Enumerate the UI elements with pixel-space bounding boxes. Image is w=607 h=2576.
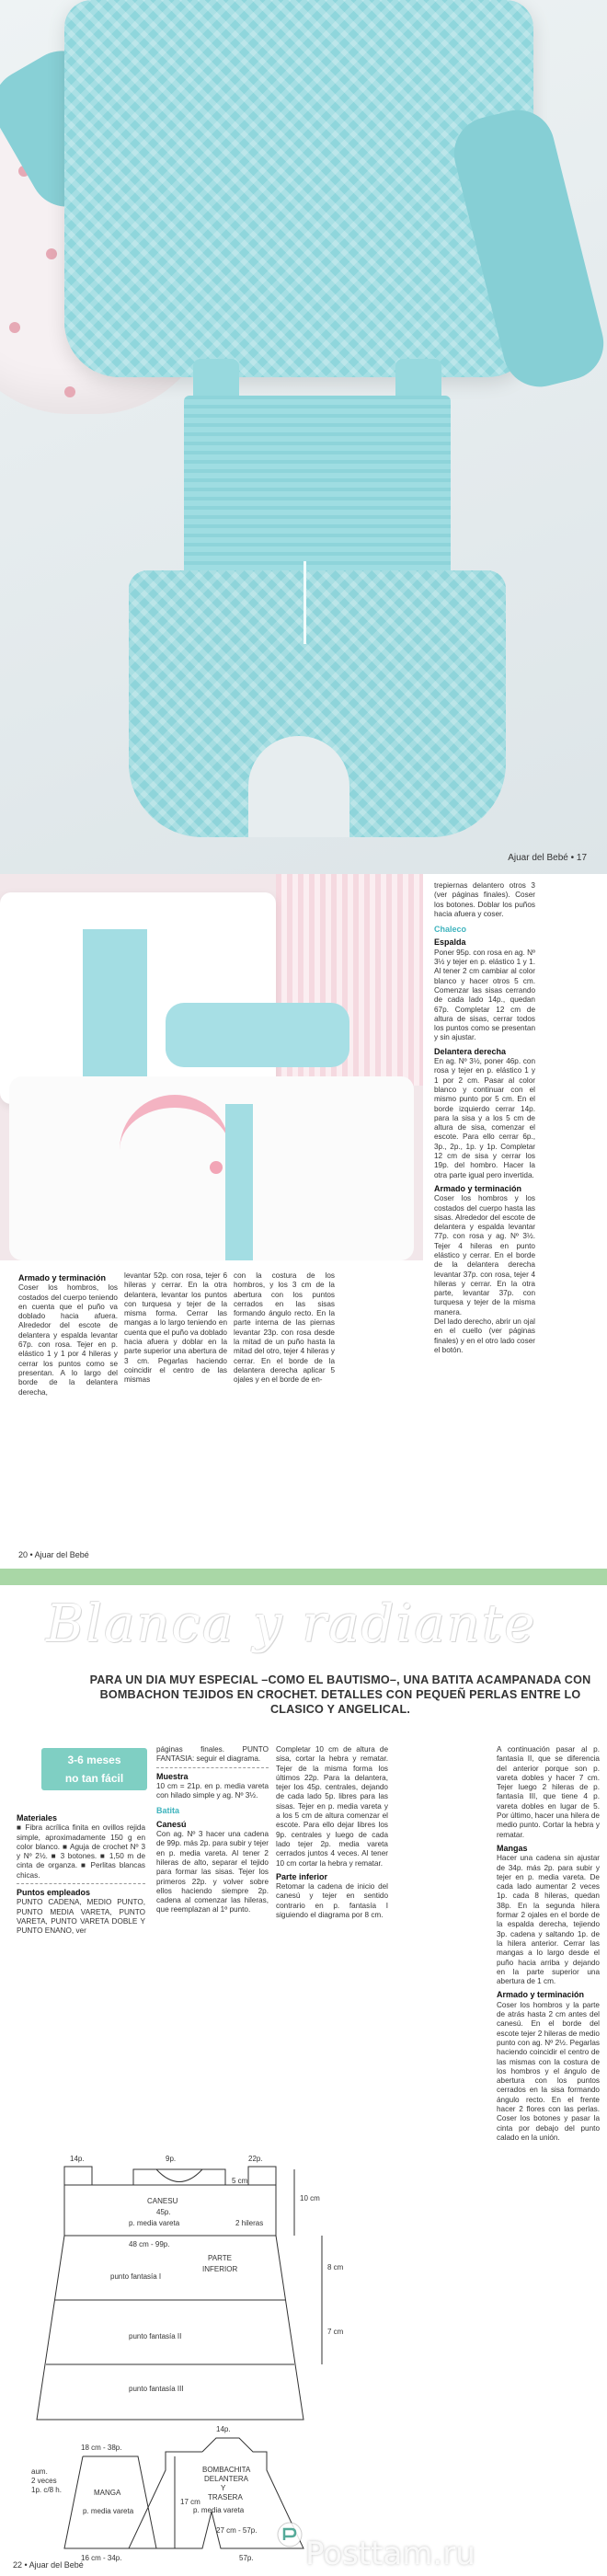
label-delantera: DELANTERA [204, 2475, 249, 2483]
heading-materiales: Materiales [17, 1813, 58, 1823]
heading-inferior: Parte inferior [276, 1871, 328, 1881]
pink-neckline [120, 1095, 230, 1150]
romper-tie [304, 561, 306, 644]
cardigan-sleeve-detail [0, 892, 276, 1104]
label-2-veces: 2 veces [31, 2477, 57, 2485]
divider [156, 1767, 269, 1768]
romper-leg-gap [248, 736, 349, 837]
text-armado-2: Coser los hombros y los costados del cuerpo hasta las sisas. Alrededor del escote de delantera y espalda levantar 77p. con rosa y ag. Nº 3½. Tejer 4 hileras en punto elástico y cerrar. En el borde de la delantera derecha levantar 37p. con rosa, tejer 4 hileras y cerrar. En la otra parte, levantar 37p. con turquesa y tejer de la misma manera. [434, 1194, 535, 1317]
turquoise-placket [225, 1104, 253, 1260]
label-canesu: CANESU [147, 2197, 178, 2205]
label-14p: 14p. [70, 2155, 85, 2163]
column-inferior [276, 1745, 388, 1920]
heading-muestra: Muestra [156, 1771, 189, 1781]
romper-bib [184, 396, 451, 580]
badge-age: 3-6 meses [67, 1754, 121, 1766]
pillow-dot [64, 386, 75, 397]
heading-batita: Batita [156, 1806, 180, 1816]
column-2 [124, 1271, 227, 1386]
page-credit: Ajuar del Bebé • 17 [508, 853, 587, 863]
label-48cm: 48 cm - 99p. [129, 2240, 170, 2248]
column-3 [234, 1271, 335, 1386]
pillow-dot [9, 322, 20, 333]
column-mangas [497, 1745, 600, 2143]
label-fantasia-1: punto fantasía I [110, 2272, 162, 2281]
text-col2: levantar 52p. con rosa, tejer 6 hileras y cerrar. En la otra delantera, levantar los puntos con turquesa y tejer de la misma forma. Cerrar las mangas a lo largo teniendo en cuenta que el puño va doblado hacia afuera y doblar en la parte superior una abertura de 3 cm. Pegarlas haciendo coincidir el centro de las mismas [124, 1271, 227, 1385]
diagram-lines [28, 2144, 487, 2567]
text-entrepiernas: trepiernas delantero otros 3 (ver páginas finales). Coser los botones. Doblar los puños hacia afuera y coser. [434, 881, 535, 918]
label-bomb-14p: 14p. [216, 2425, 231, 2433]
label-fantasia-2: punto fantasía II [129, 2332, 182, 2340]
pink-button [210, 1161, 223, 1174]
column-1 [18, 1270, 118, 1397]
heading-armado-2: Armado y terminación [434, 1183, 522, 1193]
divider [17, 1883, 145, 1884]
label-media-vareta: p. media vareta [129, 2219, 180, 2227]
neckline [156, 2169, 202, 2182]
pattern-diagram [28, 2144, 487, 2567]
watermark-text: Posttam.ru [305, 2536, 475, 2572]
column-materiales [17, 1810, 145, 1937]
label-fantasia-3: punto fantasía III [129, 2385, 184, 2393]
page-20 [0, 874, 607, 1569]
label-y: Y [221, 2484, 226, 2492]
heading-puntos: Puntos empleados [17, 1888, 91, 1898]
page-footer-20: 20 • Ajuar del Bebé [18, 1550, 89, 1559]
page-title: Blanca y radiante [46, 1594, 537, 1654]
cardigan-photo [0, 874, 423, 1260]
watermark-logo-icon [276, 2521, 304, 2548]
label-aum: aum. [31, 2467, 48, 2476]
label-16cm: 16 cm - 34p. [81, 2554, 122, 2562]
label-5cm: 5 cm [232, 2177, 248, 2185]
heading-canesu: Canesú [156, 1819, 187, 1829]
text-armado: Coser los hombros, los costados del cuerpo teniendo en cuenta que el puño va doblado hacia afuera. Alrededor del escote de delantera y espalda levantar 67p. con rosa. Tejer en p. elástico 1 y 1 por 4 hileras y cerrar los puntos como se presentan. A lo largo del borde de la delantera derecha, [18, 1283, 118, 1397]
page-footer-22: 22 • Ajuar del Bebé [13, 2560, 84, 2570]
heading-mangas: Mangas [497, 1843, 528, 1853]
text-espalda: Poner 95p. con rosa en ag. Nº 3½ y tejer en p. elástico 1 y 1. Al tener 2 cm cambiar al color blanco y hacer otros 5 cm. Comenzar las sisas cerrando de cada lado 14p., quedan 67p. Completar 12 cm de altura de sisas, cerrar todos los puntos como se presentan y sin ajustar. [434, 948, 535, 1042]
label-57p: 57p. [239, 2554, 254, 2562]
heading-chaleco: Chaleco [434, 925, 467, 935]
label-2-hileras: 2 hileras [235, 2219, 264, 2227]
text-continuacion: A continuación pasar al p. fantasía II, que se diferencia del anterior porque son p. vareta dobles y hacer 7 cm. Tejer luego 2 hileras de p. fantasía III, que tiene 4 p. vareta dobles en lugar de 5. Por último, hacer una hilera de medio punto. Cortar la hebra y rematar. [497, 1745, 600, 1839]
text-muestra: 10 cm = 21p. en p. media vareta con hilado simple y ag. Nº 3½. [156, 1781, 269, 1800]
heading-delantera: Delantera derecha [434, 1046, 507, 1056]
column-muestra [156, 1745, 269, 1915]
text-delantera: En ag. Nº 3½, poner 46p. con rosa y tejer en p. elástico 1 y 1 por 2 cm. Pasar al color blanco y continuar con el mismo punto por 5 cm. En el borde izquierdo cerrar 14p. para la sisa y a los 5 cm de altura de sisa, comenzar el escote. Para ello cerrar 6p., 3p., 2p., 1p. y 1p. Completar 12 cm de sisa y cerrar los 19p. del hombro. Hacer la otra parte igual pero invertida. [434, 1057, 535, 1179]
text-inferior: Retomar la cadena de inicio del canesú y tejer en sentido contrario en p. fantasía I siguiendo el diagrama por 8 cm. [276, 1882, 388, 1920]
text-armado-batita: Coser los hombros y la parte de atrás hasta 2 cm antes del canesú. En el borde del escote tejer 2 hileras de medio punto con ag. Nº 2½. Pegarlas haciendo coincidir el centro de las mismas con la costura de los hombros y el ángulo de abertura con los puntos cerrados en la sisa formando ángulo recto. En el frente hacer 2 flores con las perlas. Coser los botones y pasar la cinta por debajo del punto calado en la unión. [497, 2000, 600, 2142]
knitted-set-photo [0, 0, 607, 874]
difficulty-badge [41, 1748, 147, 1790]
sleeve-outline [64, 2456, 156, 2548]
text-materiales: ■ Fibra acrílica finita en ovillos rejida simple, aproximadamente 150 g en color blanco. ■ Aguja de crochet Nº 3 y Nº 2½. ■ 3 botones. ■ 1,50 m de cinta de organza. ■ Perlitas blancas chicas. [17, 1823, 145, 1880]
text-armado-3: Del lado derecho, abrir un ojal en el cuello (ver páginas finales) y en el otro lado coser el botón. [434, 1317, 535, 1354]
label-27cm: 27 cm - 57p. [216, 2526, 258, 2535]
heading-armado: Armado y terminación [18, 1273, 107, 1282]
label-45p: 45p. [156, 2208, 171, 2216]
text-canesu: Con ag. Nº 3 hacer una cadena de 99p. más 2p. para subir y tejer en p. media vareta. Al tener 2 hileras de alto, separar el tejido para formar las sisas. Tejer los primeros 22p. y volver sobre ellos haciendo siempre 2p. cadena al comenzar las hileras, que reemplazan al 1º punto. [156, 1830, 269, 1915]
turquoise-band [83, 929, 147, 1095]
column-4 [434, 881, 535, 1355]
label-manga: MANGA [94, 2489, 121, 2497]
label-bombachita: BOMBACHITA [202, 2466, 251, 2474]
heading-armado-batita: Armado y terminación [497, 1990, 585, 2000]
text-mangas: Hacer una cadena sin ajustar de 34p. más 2p. para subir y tejer en p. media vareta. De cada lado aumentar 2 veces 1p. cada 8 hileras, quedan 38p. En la segunda hilera formar 2 ojales en el borde de la espalda derecha, tejiendo 3p. cadena y saltando 1p. de la hilera anterior. Cerrar las mangas a lo largo desde el puño hacia arriba y dejando en la parte superior una abertura de 1 cm. [497, 1854, 600, 1986]
label-7cm: 7 cm [327, 2328, 344, 2336]
text-sisa: Completar 10 cm de altura de sisa, cortar la hebra y rematar. Tejer de la misma forma los últimos 22p. Para la delantera, tejer los 45p. centrales, dejando de cada lado 5p. libres para las sisas. Tejer en p. media vareta y a los 5 cm de altura comenzar el escote. Para ello dejar libres los 9p. centrales y luego de cada lado tejer 2p. media vareta cerrados juntos 4 veces. Al tener 10 cm cortar la hebra y rematar. [276, 1745, 388, 1868]
heading-espalda: Espalda [434, 937, 466, 948]
label-22p: 22p. [248, 2155, 263, 2163]
label-18cm: 18 cm - 38p. [81, 2444, 122, 2452]
cardigan-sleeve [166, 1003, 349, 1067]
pillow-dot [46, 248, 57, 259]
label-17cm: 17 cm [180, 2498, 200, 2506]
text-puntos: PUNTO CADENA, MEDIO PUNTO, PUNTO MEDIA VARETA, PUNTO VARETA, PUNTO VARETA DOBLE Y PUNTO ENANO, ver [17, 1898, 145, 1936]
text-col3: con la costura de los hombros, y los 3 cm de la abertura con los puntos cerrados en las sisas formando ángulo recto. En la parte interna de las piernas levantar 23p. con rosa desde la mitad de un puño hasta la mitad del otro, tejer 4 hileras y cerrar. En el borde de la delantera derecha aplicar 5 ojales y en el borde de en- [234, 1271, 335, 1385]
green-band [0, 1569, 607, 1585]
intro-text: PARA UN DIA MUY ESPECIAL –COMO EL BAUTISMO–, UNA BATITA ACAMPANADA CON BOMBACHON TEJIDOS EN CROCHET. DETALLES CON PEQUEÑ PERLAS ENTRE LO CLASICO Y ANGELICAL. [89, 1673, 591, 1716]
text-fantasia: páginas finales. PUNTO FANTASIA: seguir el diagrama. [156, 1745, 269, 1764]
vest-detail [9, 1076, 414, 1260]
label-9p: 9p. [166, 2155, 177, 2163]
badge-level: no tan fácil [64, 1772, 124, 1785]
label-10cm: 10 cm [300, 2194, 320, 2202]
label-8cm: 8 cm [327, 2263, 344, 2271]
label-bomb-vareta: p. media vareta [193, 2506, 245, 2514]
label-manga-vareta: p. media vareta [83, 2507, 134, 2515]
label-parte: PARTE [208, 2254, 232, 2262]
knitted-romper [110, 359, 515, 846]
page-22 [0, 1569, 607, 2576]
label-1p-c8h: 1p. c/8 h. [31, 2486, 62, 2494]
label-trasera: TRASERA [208, 2493, 243, 2501]
label-inferior: INFERIOR [202, 2265, 238, 2273]
